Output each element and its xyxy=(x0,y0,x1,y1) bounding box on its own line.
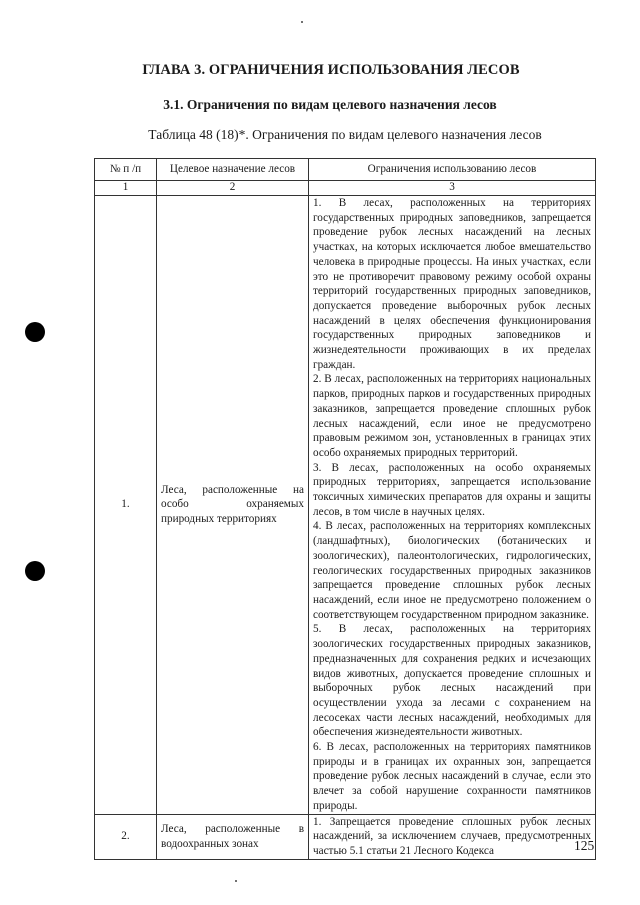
binder-hole-bottom xyxy=(25,561,45,581)
table-header-row xyxy=(95,159,596,181)
row-purpose: Леса, расположенные на особо охраняемых природных территориях xyxy=(157,196,309,815)
row-restrictions xyxy=(309,814,596,859)
column-number: 3 xyxy=(309,181,596,196)
column-number: 1 xyxy=(95,181,157,196)
restriction-item: 5. В лесах, расположенных на территориях зоологических государственных природных заказников, предназначенных для сохранения редких и исчезающих видов животных, допускается проведение сплошных и выборочных рубок лесных насаждений при осуществлении ухода за лесами с сохранением на лесосеках части лесных насаждений, необходимых для обеспечения жизнедеятельности животных. xyxy=(313,623,591,739)
row-number: 2. xyxy=(95,814,157,859)
restriction-item: 6. В лесах, расположенных на территориях памятников природы и в границах их охранных зон, запрещается проведение рубок лесных насаждений в случае, если это влечет за собой нарушение сохранности памятников природы. xyxy=(313,741,591,812)
column-number: 2 xyxy=(157,181,309,196)
table-row xyxy=(95,196,596,815)
row-purpose: Леса, расположенные в водоохранных зонах xyxy=(157,814,309,859)
column-number-row xyxy=(95,181,596,196)
table-row xyxy=(95,814,596,859)
restriction-item: 1. В лесах, расположенных на территориях государственных природных заповедников, запрещается проведение рубок лесных насаждений на лесных участках, на которых исключается любое вмешательство человека в природные процессы. На иных участках, если это не противоречит правовому режиму особой охраны территорий государственных природных заповедников, допускается проведение выборочных рубок лесных насаждений в целях обеспечения функционирования государственных природных заповедников и жизнедеятельности проживающих в их пределах граждан. xyxy=(313,197,591,371)
chapter-title: ГЛАВА 3. ОГРАНИЧЕНИЯ ИСПОЛЬЗОВАНИЯ ЛЕСОВ xyxy=(142,62,520,78)
table-caption: Таблица 48 (18)*. Ограничения по видам целевого назначения лесов xyxy=(148,127,542,142)
binder-hole-top xyxy=(25,322,45,342)
restriction-item: 1. Запрещается проведение сплошных рубок лесных насаждений, за исключением случаев, предусмотренных частью 5.1 статьи 21 Лесного Кодекса xyxy=(313,815,591,857)
section-title: 3.1. Ограничения по видам целевого назначения лесов xyxy=(163,97,497,112)
row-number: 1. xyxy=(95,196,157,815)
header-number: № п /п xyxy=(95,159,157,181)
scan-speck xyxy=(235,880,237,882)
restriction-item: 4. В лесах, расположенных на территориях комплексных (ландшафтных), биологических (ботанических и зоологических), палеонтологических, гидрологических, геологических государственных природных заказников запрещается проведение сплошных рубок лесных насаждений, если иное не предусмотрено положением о соответствующем государственном природном заказнике. xyxy=(313,520,591,621)
scan-speck xyxy=(301,21,303,23)
restriction-item: 2. В лесах, расположенных на территориях национальных парков, природных парков и государственных природных заказников, запрещается проведение сплошных рубок лесных насаждений, если иное не предусмотрено правовым режимом зон, установленных в границах этих особо охраняемых природных территорий. xyxy=(313,373,591,459)
page-number: 125 xyxy=(574,838,595,853)
row-restrictions xyxy=(309,196,596,815)
header-restrictions: Ограничения использованию лесов xyxy=(309,159,596,181)
header-purpose: Целевое назначение лесов xyxy=(157,159,309,181)
restriction-item: 3. В лесах, расположенных на особо охраняемых природных территориях, запрещается использование токсичных химических препаратов для охраны и защиты лесов, в том числе в научных целях. xyxy=(313,461,591,518)
restrictions-table xyxy=(94,158,596,860)
